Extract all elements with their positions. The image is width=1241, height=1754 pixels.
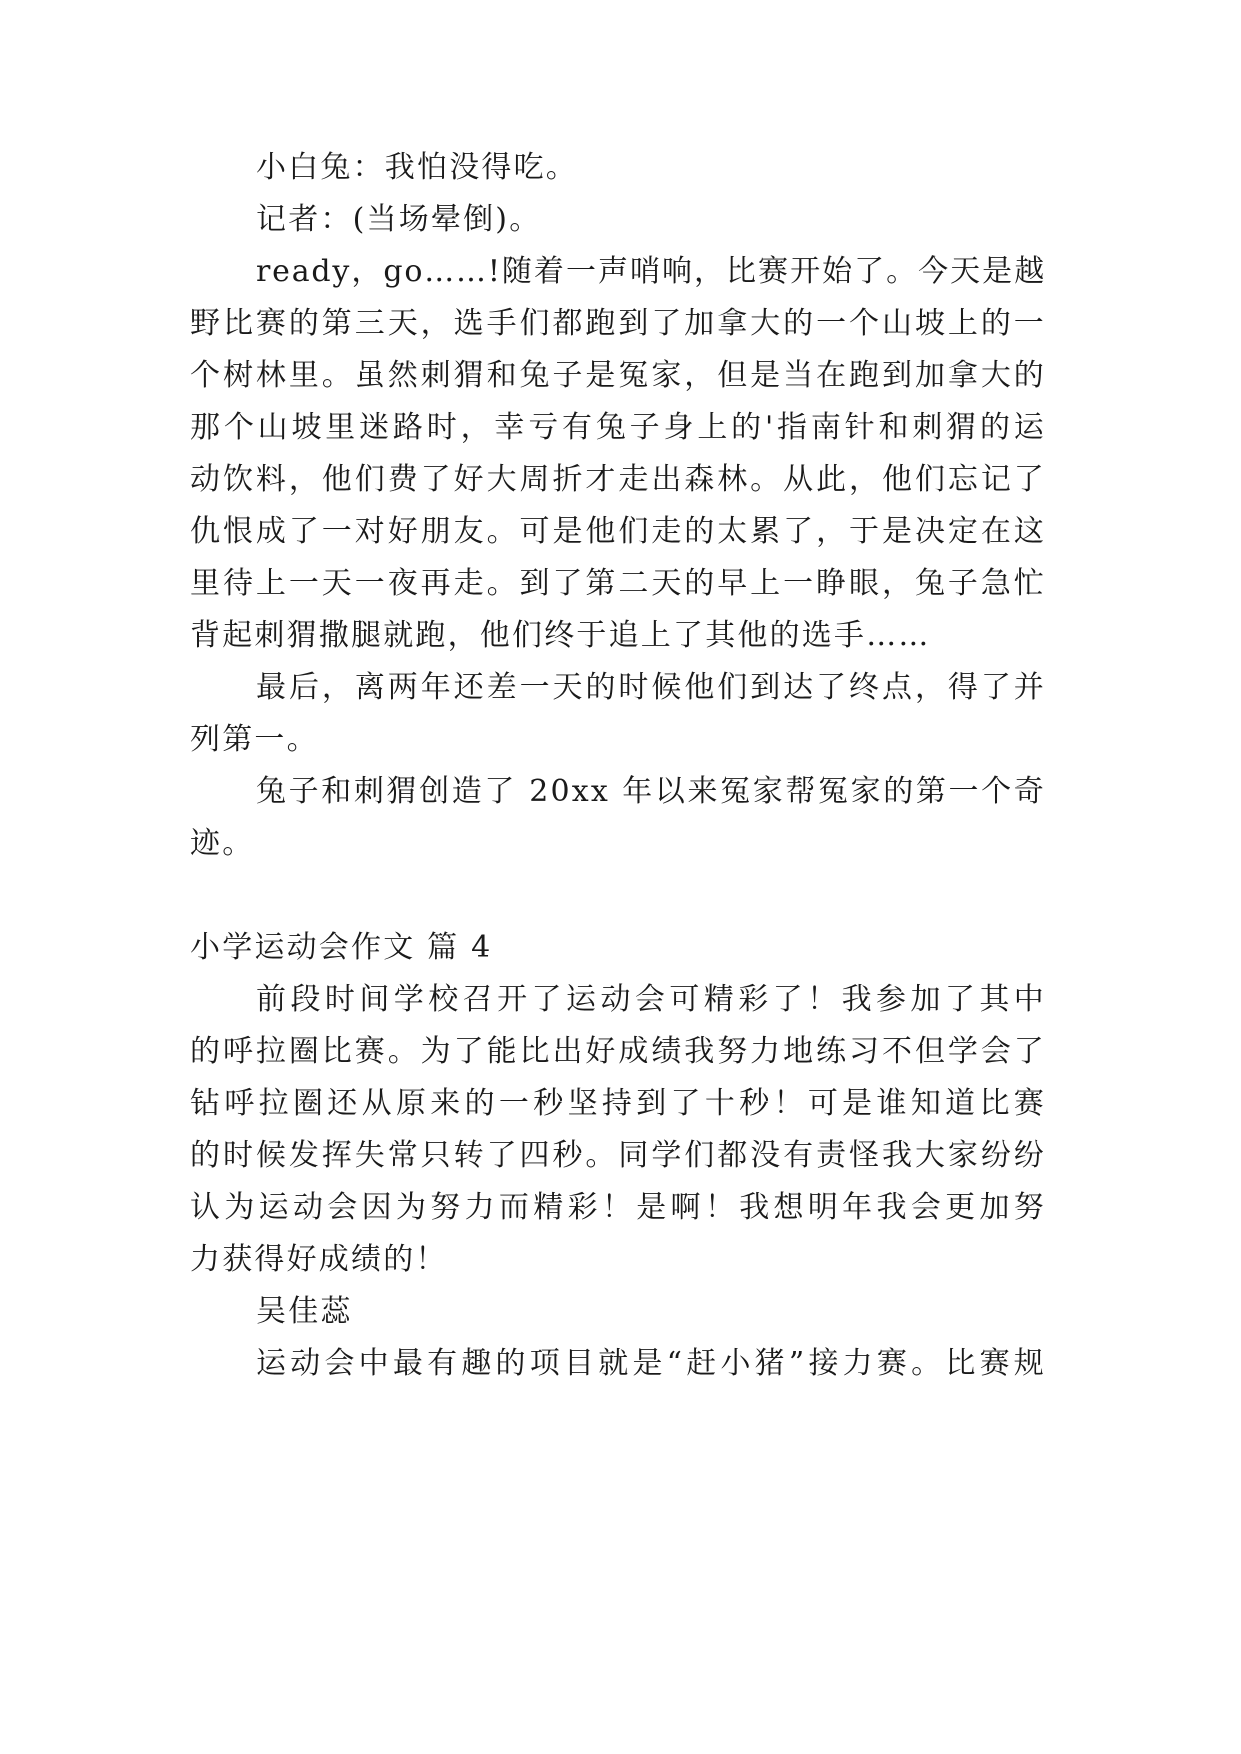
text-line: ready，go……!随着一声哨响，比赛开始了。今天是越 [256,254,1046,289]
text-line: 兔子和刺猬创造了 20xx 年以来冤家帮冤家的第一个奇 [256,774,1046,809]
text-line: 小白兔：我怕没得吃。 [256,150,578,185]
text-line: 列第一。 [190,722,319,757]
text-line: 个树林里。虽然刺猬和兔子是冤家，但是当在跑到加拿大的 [190,358,1046,393]
text-line: 的时候发挥失常只转了四秒。同学们都没有责怪我大家纷纷 [190,1138,1046,1173]
text-line: 记者：(当场晕倒)。 [256,202,542,237]
text-line: 认为运动会因为努力而精彩！是啊！我想明年我会更加努 [190,1190,1046,1225]
text-line: 力获得好成绩的！ [190,1242,448,1277]
text-line: 那个山坡里迷路时，幸亏有兔子身上的'指南针和刺猬的运 [190,410,1046,445]
text-line: 最后，离两年还差一天的时候他们到达了终点，得了并 [256,670,1046,705]
text-line: 仇恨成了一对好朋友。可是他们走的太累了，于是决定在这 [190,514,1046,549]
section-heading: 小学运动会作文 篇 4 [190,930,493,965]
text-line: 迹。 [190,826,255,861]
text-line: 的呼拉圈比赛。为了能比出好成绩我努力地练习不但学会了 [190,1034,1046,1069]
text-line: 运动会中最有趣的项目就是“赶小猪”接力赛。比赛规 [256,1346,1046,1381]
text-line: 前段时间学校召开了运动会可精彩了！我参加了其中 [256,982,1046,1017]
document-body [190,0,1046,1754]
text-line: 里待上一天一夜再走。到了第二天的早上一睁眼，兔子急忙 [190,566,1046,601]
text-line: 钻呼拉圈还从原来的一秒坚持到了十秒！可是谁知道比赛 [190,1086,1046,1121]
text-line: 野比赛的第三天，选手们都跑到了加拿大的一个山坡上的一 [190,306,1046,341]
text-line: 动饮料，他们费了好大周折才走出森林。从此，他们忘记了 [190,462,1046,497]
author-name: 吴佳蕊 [256,1294,353,1329]
text-line: 背起刺猬撒腿就跑，他们终于追上了其他的选手…… [190,618,931,653]
